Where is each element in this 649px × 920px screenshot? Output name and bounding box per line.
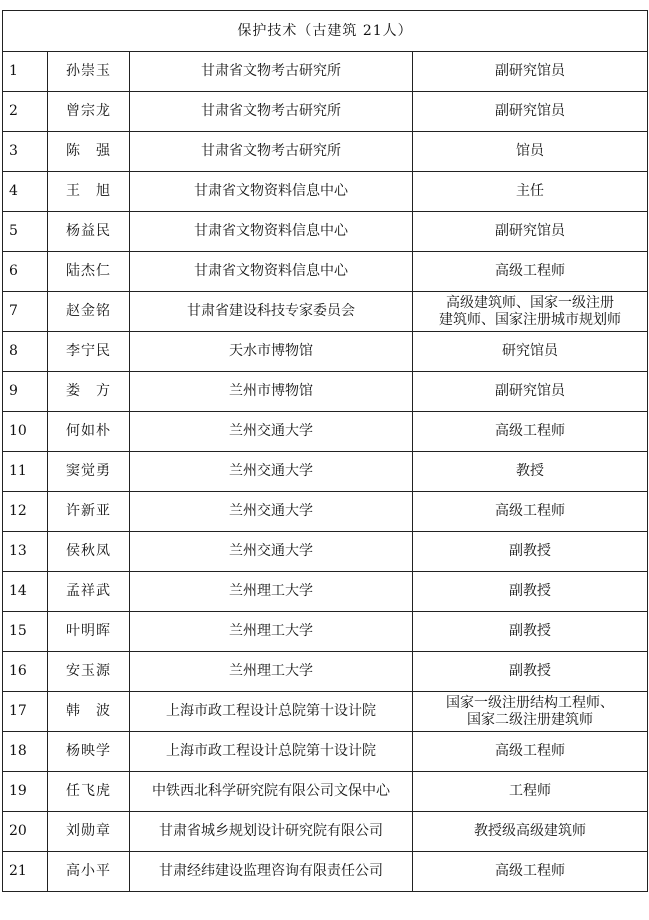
organization: 兰州交通大学 xyxy=(130,532,413,572)
professional-title: 高级建筑师、国家一级注册 建筑师、国家注册城市规划师 xyxy=(413,292,648,332)
table-row xyxy=(3,52,648,92)
roster-body xyxy=(3,11,648,892)
organization: 甘肃省城乡规划设计研究院有限公司 xyxy=(130,812,413,852)
table-row xyxy=(3,292,648,332)
professional-title: 副研究馆员 xyxy=(413,212,648,252)
organization: 甘肃经纬建设监理咨询有限责任公司 xyxy=(130,852,413,892)
professional-title: 高级工程师 xyxy=(413,252,648,292)
organization: 兰州理工大学 xyxy=(130,572,413,612)
expert-name: 刘勋章 xyxy=(48,812,130,852)
table-row xyxy=(3,452,648,492)
expert-name: 侯秋凤 xyxy=(48,532,130,572)
professional-title: 主任 xyxy=(413,172,648,212)
expert-name: 叶明晖 xyxy=(48,612,130,652)
organization: 兰州交通大学 xyxy=(130,492,413,532)
expert-name: 陈 强 xyxy=(48,132,130,172)
professional-title: 高级工程师 xyxy=(413,852,648,892)
table-row xyxy=(3,652,648,692)
expert-name: 任飞虎 xyxy=(48,772,130,812)
row-number: 16 xyxy=(3,652,48,692)
row-number: 19 xyxy=(3,772,48,812)
table-row xyxy=(3,132,648,172)
expert-name: 娄 方 xyxy=(48,372,130,412)
professional-title: 副教授 xyxy=(413,572,648,612)
row-number: 7 xyxy=(3,292,48,332)
table-row xyxy=(3,692,648,732)
row-number: 20 xyxy=(3,812,48,852)
organization: 上海市政工程设计总院第十设计院 xyxy=(130,692,413,732)
professional-title: 工程师 xyxy=(413,772,648,812)
row-number: 6 xyxy=(3,252,48,292)
expert-roster-table xyxy=(2,10,648,892)
row-number: 14 xyxy=(3,572,48,612)
table-row xyxy=(3,252,648,292)
table-row xyxy=(3,412,648,452)
organization: 兰州交通大学 xyxy=(130,412,413,452)
row-number: 10 xyxy=(3,412,48,452)
professional-title: 教授级高级建筑师 xyxy=(413,812,648,852)
table-row xyxy=(3,852,648,892)
row-number: 18 xyxy=(3,732,48,772)
table-row xyxy=(3,532,648,572)
organization: 甘肃省文物考古研究所 xyxy=(130,92,413,132)
table-row xyxy=(3,772,648,812)
table-row xyxy=(3,572,648,612)
table-row xyxy=(3,732,648,772)
professional-title: 副教授 xyxy=(413,532,648,572)
organization: 甘肃省文物资料信息中心 xyxy=(130,172,413,212)
professional-title: 教授 xyxy=(413,452,648,492)
professional-title: 国家一级注册结构工程师、 国家二级注册建筑师 xyxy=(413,692,648,732)
expert-name: 高小平 xyxy=(48,852,130,892)
professional-title: 副研究馆员 xyxy=(413,372,648,412)
row-number: 1 xyxy=(3,52,48,92)
expert-name: 韩 波 xyxy=(48,692,130,732)
organization: 上海市政工程设计总院第十设计院 xyxy=(130,732,413,772)
table-row xyxy=(3,372,648,412)
row-number: 11 xyxy=(3,452,48,492)
table-row xyxy=(3,492,648,532)
expert-name: 许新亚 xyxy=(48,492,130,532)
expert-name: 陆杰仁 xyxy=(48,252,130,292)
row-number: 8 xyxy=(3,332,48,372)
table-row xyxy=(3,812,648,852)
expert-name: 杨映学 xyxy=(48,732,130,772)
professional-title: 研究馆员 xyxy=(413,332,648,372)
table-row xyxy=(3,612,648,652)
organization: 兰州理工大学 xyxy=(130,652,413,692)
row-number: 13 xyxy=(3,532,48,572)
row-number: 4 xyxy=(3,172,48,212)
row-number: 21 xyxy=(3,852,48,892)
row-number: 5 xyxy=(3,212,48,252)
expert-name: 窦觉勇 xyxy=(48,452,130,492)
table-row xyxy=(3,212,648,252)
table-row xyxy=(3,332,648,372)
organization: 兰州理工大学 xyxy=(130,612,413,652)
expert-name: 赵金铭 xyxy=(48,292,130,332)
row-number: 17 xyxy=(3,692,48,732)
row-number: 9 xyxy=(3,372,48,412)
row-number: 12 xyxy=(3,492,48,532)
professional-title: 副研究馆员 xyxy=(413,52,648,92)
organization: 兰州市博物馆 xyxy=(130,372,413,412)
professional-title: 副教授 xyxy=(413,612,648,652)
row-number: 3 xyxy=(3,132,48,172)
organization: 天水市博物馆 xyxy=(130,332,413,372)
table-row xyxy=(3,172,648,212)
professional-title: 副研究馆员 xyxy=(413,92,648,132)
section-title: 保护技术（古建筑 21人） xyxy=(3,11,648,52)
expert-name: 李宁民 xyxy=(48,332,130,372)
organization: 甘肃省建设科技专家委员会 xyxy=(130,292,413,332)
organization: 甘肃省文物考古研究所 xyxy=(130,132,413,172)
expert-name: 曾宗龙 xyxy=(48,92,130,132)
section-header-row xyxy=(3,11,648,52)
professional-title: 副教授 xyxy=(413,652,648,692)
expert-name: 孙崇玉 xyxy=(48,52,130,92)
professional-title: 高级工程师 xyxy=(413,492,648,532)
row-number: 2 xyxy=(3,92,48,132)
expert-name: 孟祥武 xyxy=(48,572,130,612)
organization: 甘肃省文物资料信息中心 xyxy=(130,252,413,292)
expert-name: 何如朴 xyxy=(48,412,130,452)
professional-title: 馆员 xyxy=(413,132,648,172)
organization: 甘肃省文物资料信息中心 xyxy=(130,212,413,252)
expert-name: 杨益民 xyxy=(48,212,130,252)
row-number: 15 xyxy=(3,612,48,652)
table-row xyxy=(3,92,648,132)
organization: 兰州交通大学 xyxy=(130,452,413,492)
professional-title: 高级工程师 xyxy=(413,732,648,772)
organization: 中铁西北科学研究院有限公司文保中心 xyxy=(130,772,413,812)
organization: 甘肃省文物考古研究所 xyxy=(130,52,413,92)
expert-name: 安玉源 xyxy=(48,652,130,692)
expert-name: 王 旭 xyxy=(48,172,130,212)
professional-title: 高级工程师 xyxy=(413,412,648,452)
